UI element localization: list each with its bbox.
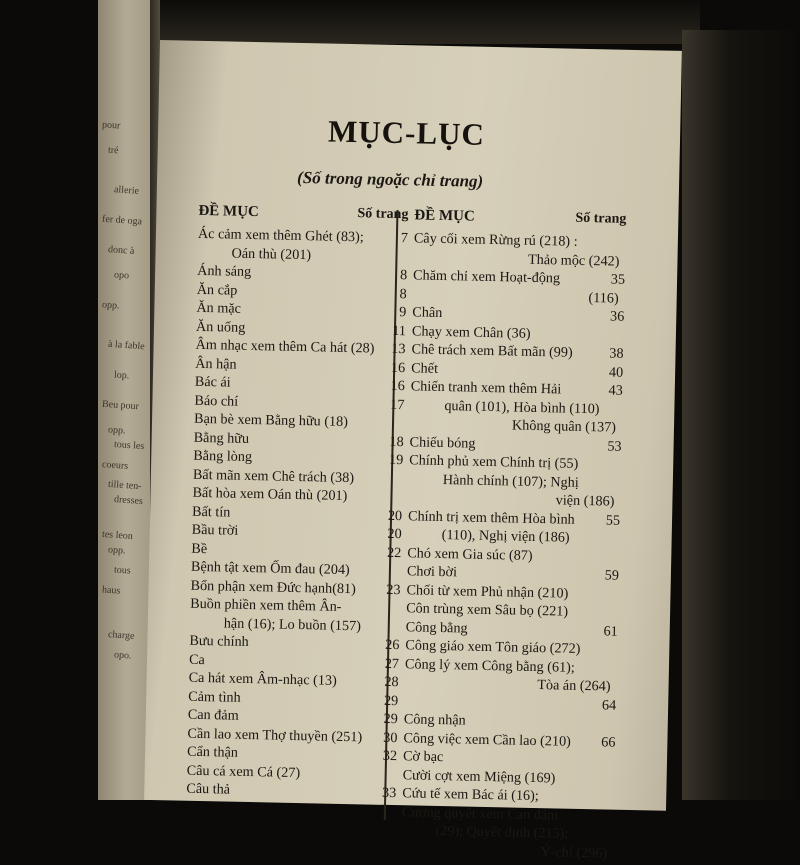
entry-text: Chết (411, 360, 595, 380)
left-page-fragment: opp. (108, 544, 126, 556)
index-entry (187, 762, 397, 783)
entry-page-number: 19 (375, 452, 403, 469)
index-entry (189, 633, 399, 654)
index-entry (192, 485, 402, 506)
index-entry (407, 563, 619, 584)
entry-text: Hành chính (107); Nghị (443, 472, 579, 491)
index-entry (405, 656, 617, 677)
index-entry (196, 318, 406, 339)
left-page-fragment: tré (108, 145, 119, 157)
index-entry (409, 452, 621, 473)
index-entry (198, 226, 408, 247)
entry-page-number: 17 (376, 396, 404, 413)
index-entry (406, 619, 618, 640)
entry-page-number: 43 (595, 382, 623, 399)
index-entry (402, 767, 614, 788)
entry-page-number (589, 676, 617, 677)
entry-page-number: 13 (377, 341, 405, 358)
index-entry (408, 526, 620, 547)
index-entry (409, 471, 621, 492)
entry-text: Câu thả (186, 781, 368, 801)
entry-text: Cương quyết xem Can đảm (402, 804, 586, 824)
entry-page-number: 8 (379, 285, 407, 302)
left-page-fragment: tous les (114, 439, 145, 452)
entry-text: Bác ái (195, 374, 377, 394)
entry-page-number (587, 769, 615, 770)
entry-text: Ăn cắp (197, 281, 379, 301)
entry-text: Ca hát xem Âm-nhạc (13) (188, 670, 370, 690)
index-entry (404, 693, 616, 714)
entry-page-number: 59 (591, 567, 619, 584)
index-entry (194, 411, 404, 432)
index-entry (190, 614, 400, 635)
entry-page-number (596, 343, 624, 344)
entry-page-number: 38 (595, 345, 623, 362)
entry-text: (110), Nghị viện (186) (442, 527, 570, 546)
entry-text: (116) (588, 290, 619, 307)
entry-text: Âm nhạc xem thêm Ca hát (28) (195, 337, 377, 357)
entry-page-number: 35 (597, 271, 625, 288)
entry-text: Chính phủ xem Chính trị (55) (409, 452, 593, 472)
left-column (186, 203, 408, 804)
index-entry (410, 415, 622, 436)
entry-page-number: 23 (372, 581, 400, 598)
index-entry (405, 637, 617, 658)
entry-page-number (598, 251, 626, 252)
entry-text: Báo chí (194, 392, 376, 412)
entry-page-number: 32 (369, 748, 397, 765)
entry-page-number: 53 (593, 438, 621, 455)
entry-text: Chiến tranh xem thêm Hải (411, 378, 595, 398)
entry-page-number: 20 (374, 526, 402, 543)
index-entry (409, 434, 621, 455)
entry-text: Bề (191, 540, 373, 560)
entry-page-number: 29 (370, 692, 398, 709)
entry-text: Chạy xem Chân (36) (412, 323, 596, 343)
entry-page-number (590, 602, 618, 603)
index-entry (411, 360, 623, 381)
entry-text: Bất tín (192, 503, 374, 523)
left-page-fragment: opp. (108, 424, 126, 436)
index-entry (406, 582, 618, 603)
entry-text: Ân hận (195, 355, 377, 375)
index-entry (187, 744, 397, 765)
entry-page-number: 27 (371, 655, 399, 672)
index-entry (404, 711, 616, 732)
index-entry (191, 559, 401, 580)
entry-text: Ác cảm xem thêm Ghét (83); (198, 226, 380, 246)
index-entry (187, 725, 397, 746)
entry-text: Chính trị xem thêm Hòa bình (408, 508, 592, 528)
entry-text: Ăn mặc (196, 300, 378, 320)
index-entry (192, 522, 402, 543)
left-page-fragment: tous (114, 564, 131, 576)
entry-page-number: 9 (378, 304, 406, 321)
entry-text: Cờ bạc (403, 748, 587, 768)
entry-page-number (586, 806, 614, 807)
entry-text: Can đảm (188, 707, 370, 727)
index-entry (197, 281, 407, 302)
index-entry (402, 804, 614, 825)
entry-text: Ca (189, 651, 371, 671)
index-entry (407, 545, 619, 566)
index-entry (411, 378, 623, 399)
entry-text: Bất hòa xem Oán thù (201) (192, 485, 374, 505)
entry-text: hận (16); Lo buồn (157) (224, 615, 361, 634)
index-entry (193, 448, 403, 469)
entry-text: Chó xem Gia súc (87) (407, 545, 591, 565)
index-entry (412, 304, 624, 325)
left-page-fragment: Beu pour (102, 399, 140, 413)
entry-page-number (593, 473, 621, 474)
entry-text: Bệnh tật xem Ốm đau (204) (191, 559, 373, 579)
left-page-fragment: opo. (114, 649, 132, 661)
top-shadow (160, 0, 700, 44)
left-page-fragment: tille ten- (108, 479, 142, 492)
entry-page-number (590, 621, 618, 622)
header-page: Số trang (357, 206, 408, 224)
index-entry (197, 244, 407, 265)
entry-text: Bổn phận xem Đức hạnh(81) (190, 577, 372, 597)
entry-page-number: 40 (595, 364, 623, 381)
index-entry (188, 670, 398, 691)
entry-text: Cây cối xem Rừng rú (218) : (414, 230, 598, 250)
entry-text: Công giáo xem Tôn giáo (272) (405, 637, 589, 657)
left-page-fragment: opo (114, 269, 130, 281)
index-entry (186, 781, 396, 802)
entry-page-number: 11 (378, 322, 406, 339)
index-entry (194, 392, 404, 413)
entry-text: Bằng hữu (194, 429, 376, 449)
left-page-fragment: dresses (114, 494, 144, 507)
left-entry-list (186, 226, 408, 802)
entry-page-number: 61 (590, 623, 618, 640)
entry-page-number: 20 (374, 507, 402, 524)
index-entry (408, 489, 620, 510)
page-title: MỤC-LỤC (328, 114, 486, 153)
entry-text: Câu cá xem Cá (27) (187, 762, 369, 782)
entry-text: Công bằng (406, 619, 590, 639)
entry-text: Ý-chí (296) (540, 844, 607, 862)
entry-text: Cẩn thận (187, 744, 369, 764)
header-topic: ĐỀ MỤC (198, 203, 259, 221)
entry-text: Chơi bời (407, 563, 591, 583)
left-page-fragment: donc à (108, 244, 135, 257)
entry-page-number: 26 (371, 637, 399, 654)
left-page-fragment: coeurs (102, 459, 129, 472)
entry-text: Chiếu bóng (409, 434, 593, 454)
entry-page-number: 28 (370, 674, 398, 691)
index-entry (194, 429, 404, 450)
index-entry (192, 503, 402, 524)
right-column-header (414, 207, 626, 228)
entry-page-number (372, 616, 400, 617)
entry-text: Tòa án (264) (537, 677, 611, 695)
entry-page-number (588, 732, 616, 733)
index-entry (193, 466, 403, 487)
index-entry (413, 267, 625, 288)
index-entry (403, 748, 615, 769)
entry-text: (29); Quyết định (215); (435, 823, 568, 842)
entry-text: Công nhận (404, 711, 588, 731)
entry-page-number (586, 787, 614, 788)
entry-text: Công lý xem Công bằng (61); (405, 656, 589, 676)
index-entry (408, 508, 620, 529)
header-page: Số trang (575, 211, 626, 229)
entry-text: Ánh sáng (197, 263, 379, 283)
entry-text: Bạn bè xem Bằng hữu (18) (194, 411, 376, 431)
entry-text: Cảm tình (188, 688, 370, 708)
entry-page-number (373, 579, 401, 580)
index-entry (190, 577, 400, 598)
left-page-fragment: opp. (102, 299, 120, 311)
index-entry (411, 341, 623, 362)
entry-page-number: 18 (375, 433, 403, 450)
right-entry-list (401, 230, 626, 861)
entry-page-number: 64 (588, 697, 616, 714)
index-entry (413, 249, 625, 270)
index-entry (404, 674, 616, 695)
index-entry (191, 540, 401, 561)
index-entry (195, 374, 405, 395)
entry-text: Chăm chỉ xem Hoạt-động (413, 267, 597, 287)
left-page-fragment: charge (108, 629, 135, 642)
entry-text: Chân (412, 304, 596, 324)
entry-page-number: 33 (368, 785, 396, 802)
entry-text: Oán thù (201) (231, 245, 311, 263)
left-page-fragment: à la fable (108, 339, 145, 353)
entry-page-number: 36 (596, 308, 624, 325)
index-entry (401, 822, 613, 843)
index-entry (403, 730, 615, 751)
left-page-fragment: fer de oga (102, 214, 143, 228)
index-entry (414, 230, 626, 251)
entry-text: Bầu trời (192, 522, 374, 542)
entry-page-number: 29 (370, 711, 398, 728)
entry-page-number: 8 (379, 267, 407, 284)
right-background (682, 30, 800, 800)
entry-text: viện (186) (556, 492, 615, 510)
index-entry (197, 263, 407, 284)
index-entry (402, 785, 614, 806)
entry-page-number (586, 824, 614, 825)
left-page-fragment: allerie (114, 184, 140, 197)
index-entry (195, 337, 405, 358)
entry-page-number (589, 658, 617, 659)
entry-page-number (376, 431, 404, 432)
entry-text: Công việc xem Cần lao (210) (403, 730, 587, 750)
index-entry (406, 600, 618, 621)
entry-text: Ăn uống (196, 318, 378, 338)
left-column-header (198, 203, 408, 224)
left-page-fragment: pour (102, 119, 121, 131)
entry-page-number: 30 (369, 729, 397, 746)
entry-text: Bằng lòng (193, 448, 375, 468)
entry-page-number: 16 (377, 378, 405, 395)
page-subtitle: (Số trong ngoặc chỉ trang) (297, 168, 483, 192)
entry-text: Chối từ xem Phủ nhận (210) (406, 582, 590, 602)
entry-text: Buồn phiền xem thêm Ân- (190, 596, 372, 616)
index-entry (195, 355, 405, 376)
index-entry (413, 286, 625, 307)
left-page-fragment: lop. (114, 369, 130, 381)
entry-text: Cứu tế xem Bác ái (16); (402, 785, 586, 805)
index-entry (412, 323, 624, 344)
entry-text: Thảo mộc (242) (528, 251, 620, 269)
entry-page-number (374, 505, 402, 506)
left-page-fragment: haus (102, 584, 121, 596)
entry-text: Bất mãn xem Chê trách (38) (193, 466, 375, 486)
entry-text: Bưu chính (189, 633, 371, 653)
right-column (401, 207, 627, 863)
entry-text: Không quân (137) (512, 417, 616, 436)
entry-page-number: 7 (380, 230, 408, 247)
index-entry (401, 841, 613, 862)
entry-page-number: 55 (592, 512, 620, 529)
entry-text: quân (101), Hòa bình (110) (444, 398, 599, 418)
index-entry (190, 596, 400, 617)
entry-page-number (375, 487, 403, 488)
index-entry (189, 651, 399, 672)
header-topic: ĐỀ MỤC (414, 207, 475, 225)
entry-page-number: 66 (587, 734, 615, 751)
index-entry (188, 707, 398, 728)
entry-text: Cần lao xem Thợ thuyền (251) (187, 725, 369, 745)
index-entry (196, 300, 406, 321)
index-entry (188, 688, 398, 709)
index-page (144, 40, 682, 811)
entry-text: Chê trách xem Bất mãn (99) (411, 341, 595, 361)
entry-page-number (591, 565, 619, 566)
index-entry (410, 397, 622, 418)
entry-page-number: 22 (373, 544, 401, 561)
entry-page-number: 16 (377, 359, 405, 376)
entry-page-number (368, 783, 396, 784)
entry-text: Cười cợt xem Miệng (169) (402, 767, 586, 787)
entry-text: Côn trùng xem Sâu bọ (221) (406, 600, 590, 620)
left-page-fragment: tes leon (102, 529, 134, 542)
